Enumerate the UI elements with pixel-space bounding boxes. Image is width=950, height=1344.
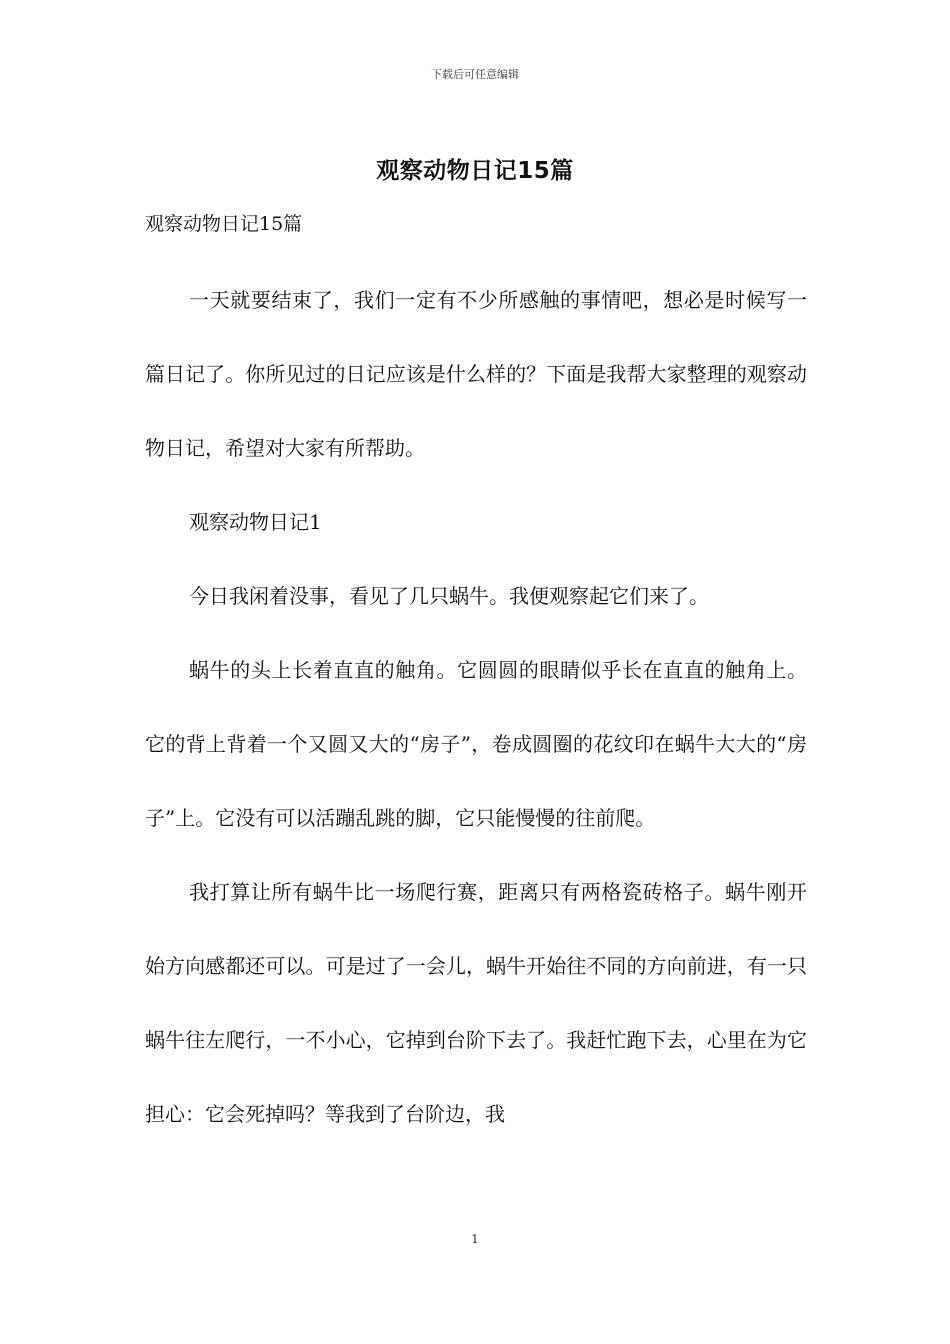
document-body — [145, 205, 807, 1151]
paragraph: 今日我闲着没事，看见了几只蜗牛。我便观察起它们来了。 — [189, 584, 709, 608]
paragraph: 我打算让所有蜗牛比一场爬行赛，距离只有两格瓷砖格子。蜗牛刚开始方向感都还可以。可是过了一会儿，蜗牛开始往不同的方向前进，有一只蜗牛往左爬行，一不小心，它掉到台阶下去了。我赶忙跑下去，心里在为它担心：它会死掉吗？等我到了台阶边，我 — [145, 880, 807, 1126]
section-heading: 观察动物日记1 — [189, 510, 322, 534]
page-number: 1 — [471, 1232, 479, 1246]
page-header-note: 下载后可任意编辑 — [431, 68, 519, 81]
document-subtitle: 观察动物日记15篇 — [145, 213, 303, 235]
paragraph-intro: 一天就要结束了，我们一定有不少所感触的事情吧，想必是时候写一篇日记了。你所见过的日记应该是什么样的？下面是我帮大家整理的观察动物日记，希望对大家有所帮助。 — [145, 288, 807, 460]
document-title: 观察动物日记15篇 — [376, 158, 574, 184]
paragraph: 蜗牛的头上长着直直的触角。它圆圆的眼睛似乎长在直直的触角上。它的背上背着一个又圆又大的“房子”，卷成圆圈的花纹印在蜗牛大大的“房子”上。它没有可以活蹦乱跳的脚，它只能慢慢的往前爬。 — [145, 658, 807, 830]
